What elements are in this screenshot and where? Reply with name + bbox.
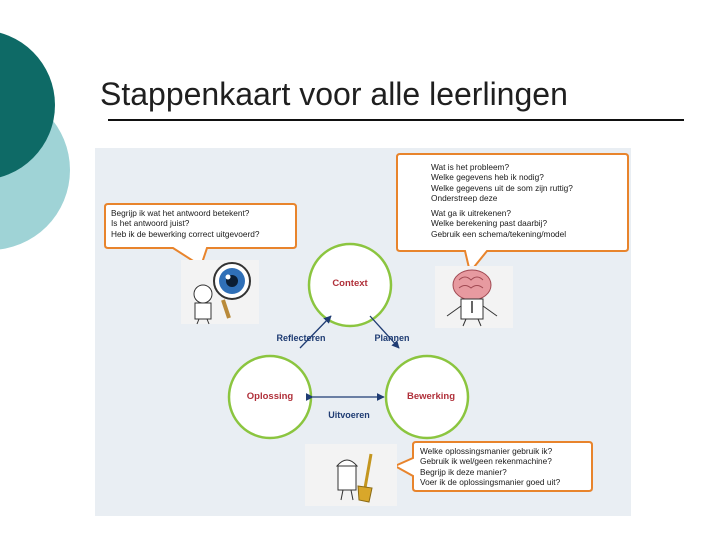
bubble-line: Voer ik de oplossingsmanier goed uit?: [420, 476, 561, 487]
bubble-line: Wat is het probleem?: [431, 162, 510, 172]
edge-uitvoeren-label: Uitvoeren: [328, 410, 370, 420]
shovel-character-icon: [305, 444, 397, 506]
bubble-line: Gebruik een schema/tekening/model: [431, 228, 567, 239]
bubble-line: Onderstreep deze: [431, 192, 498, 203]
step-map-diagram: [95, 148, 631, 516]
bubble-top-right-text: [431, 162, 573, 239]
node-bewerking-label: Bewerking: [406, 391, 456, 402]
slide-title: Stappenkaart voor alle leerlingen: [100, 76, 568, 112]
bubble-line: Welke oplossingsmanier gebruik ik?: [420, 446, 553, 456]
bubble-left-text: [111, 208, 260, 239]
title-underline: [108, 119, 684, 121]
bubble-line: Begrijp ik wat het antwoord betekent?: [111, 208, 250, 218]
arrow-plannen: [370, 316, 399, 348]
bubble-line: Wat ga ik uitrekenen?: [431, 208, 511, 219]
node-oplossing-label: Oplossing: [246, 391, 294, 402]
magnifier-character-icon: [181, 260, 259, 324]
node-context-label: Context: [332, 278, 368, 289]
arrow-reflecteren: [300, 316, 331, 348]
bubble-line: Welke berekening past daarbij?: [431, 218, 548, 229]
bubble-line: Heb ik de bewerking correct uitgevoerd?: [111, 228, 260, 239]
bubble-line: Begrijp ik deze manier?: [420, 466, 507, 477]
bubble-bottom-right-text: [420, 446, 560, 487]
bubble-line: Is het antwoord juist?: [111, 218, 190, 229]
bubble-line: Welke gegevens heb ik nodig?: [431, 172, 544, 183]
decorative-circles: [0, 0, 90, 300]
bubble-line: Welke gegevens uit de som zijn ruttig?: [431, 182, 573, 193]
bubble-line: Gebruik ik wel/geen rekenmachine?: [420, 456, 552, 467]
brain-character-icon: [435, 266, 513, 328]
edge-reflecteren-label: Reflecteren: [276, 333, 326, 343]
edge-plannen-label: Plannen: [374, 333, 410, 343]
